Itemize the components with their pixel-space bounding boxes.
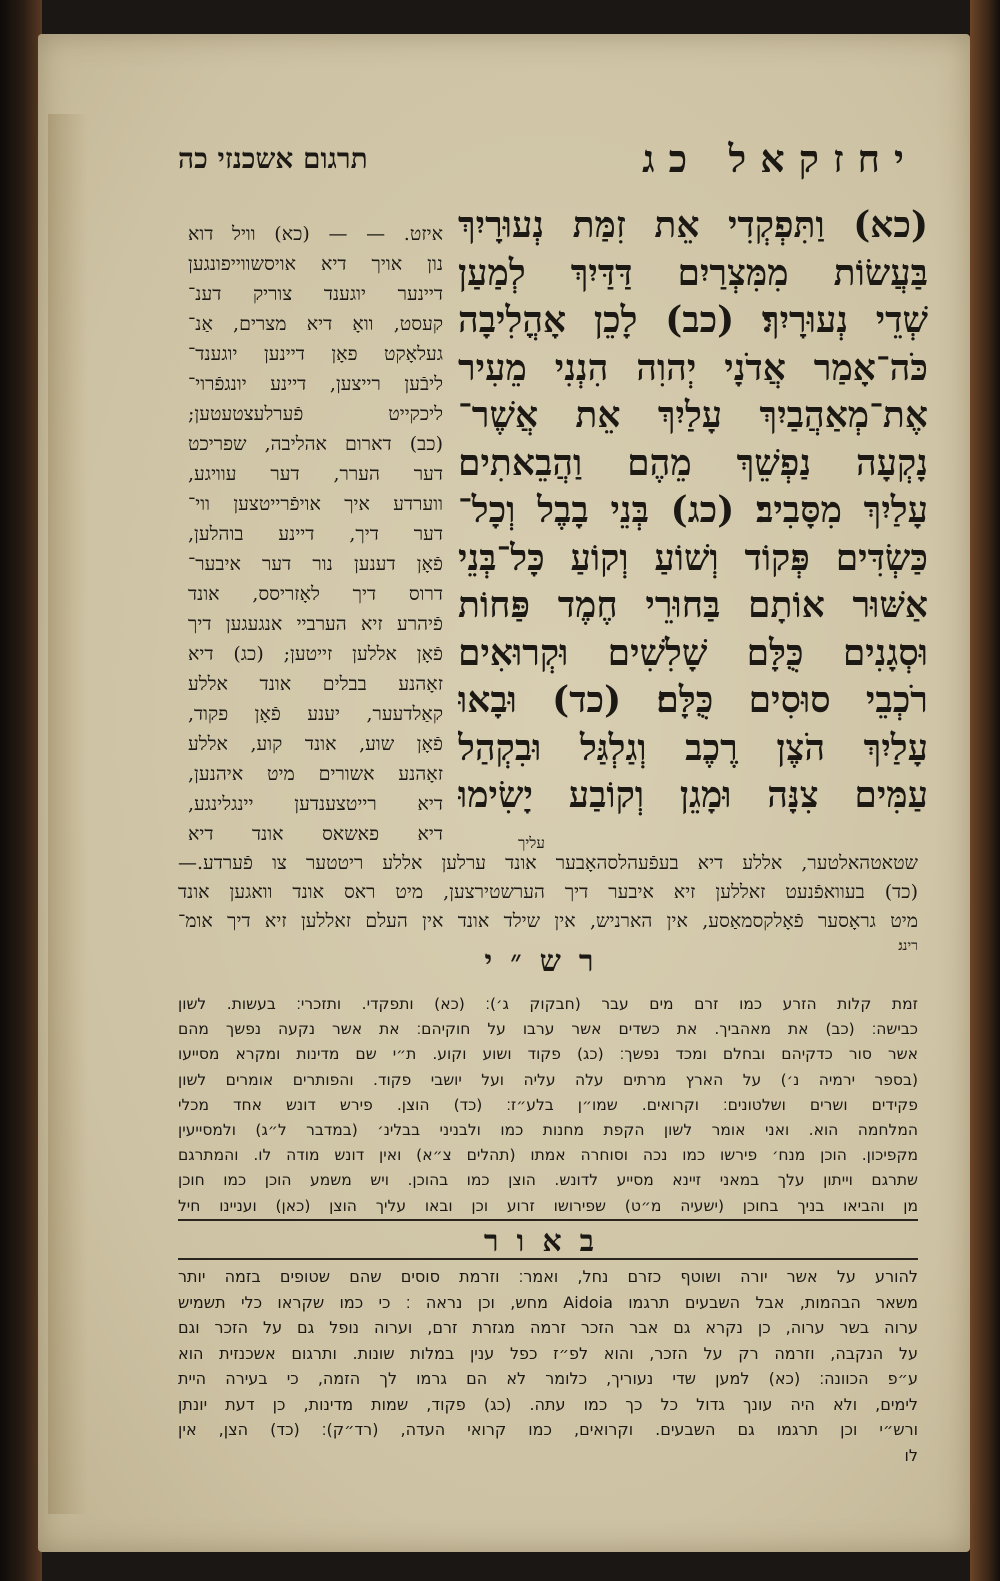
header-translation-page: תרגום אשכנזי כה — [178, 142, 368, 175]
hebrew-text-column — [458, 202, 928, 820]
rashi-line: זמת קלות הזרע כמו זרם מים עבר (חבקוק ג׳)׃ (כא) ותפקדי. ותזכרי׃ בעשות. לשון — [178, 995, 918, 1013]
book-page — [38, 34, 970, 1552]
running-header — [178, 134, 918, 184]
biur-line: ע״פ הכוונה׃ (כא) למען שדי נעוריך, כלומר לא הם גרמו לך הזמה, כי בעירה היית — [178, 1369, 918, 1388]
rashi-line: שתרגם וייתון עלך במאני זיינא מסייע לדונש. הוצן כמו בהוכן. ויש משמע הוכן כמו חוכן — [178, 1171, 918, 1190]
translation-line: זאָהנע אשורים מיט איהנען, — [188, 763, 443, 785]
rashi-line: מקפיכון. הוכן מנח׳ פירשו כמו נכה וסוחרה אמתו (תהלים צ״א) ואין דונש מודה לו. והמתרגם — [178, 1146, 918, 1165]
translation-full-line: (כד) בעוואפֿנעט זאללען זיא איבער דיך הערשטירצען, מיט ראס אונד וואגען אונד — [178, 881, 918, 903]
rashi-line: כבישה׃ (כב) את מאהביך. את כשדים אשר ערבו על חוקיהם׃ את אשר נקעה נפשך מהם — [178, 1020, 918, 1039]
translation-line: ליבֿען רייצען, דיינע יונגפֿרוי־ — [188, 373, 443, 395]
rashi-line: פקידים ושרים ושלטונים׃ וקרואים. שמו״ן בלע״ז׃ (כד) הוצן. פירש דונש אחד מכלי — [178, 1095, 918, 1114]
translation-line: דער דיך, דיינע בוהלען, — [188, 523, 443, 545]
hebrew-line: אֶת־מְאַהֲבַיִךְ עָלַיִךְ אֵת אֲשֶׁר־ — [458, 394, 928, 436]
translation-line: (כב) דארום אהליבה, שפריכט — [188, 433, 443, 455]
hebrew-line: נָקְעָה נַפְשֵׁךְ מֵהֶם וַהֲבֵאתִים — [458, 441, 928, 484]
hebrew-line: רֹכְבֵי סוּסִים כֻּלָּם׃ (כד) וּבָאוּ — [458, 679, 928, 721]
biur-line: לימים, ולא היה עונך גדול כל כך כמו עתה. (כג) פקוד, שמות מדינות, כן דעת יונתן — [178, 1394, 918, 1414]
translation-full-line: שטאטהאלטער, אללע דיא בעפֿעהלסהאָבער אונד ערלען אללע ריטטער צו פֿערדע.— — [178, 852, 918, 874]
translation-line: נון אויך דיא אויסשווייפונגען — [188, 253, 443, 275]
rashi-line: אשר סור כדקיהם ובחלם ומכד נפשך׃ (כג) פקוד ושוע וקוע. ת״י שם מדינות ומקרא מסייעו — [178, 1045, 918, 1064]
hebrew-line: (כא) וַתִּפְקְדִי אֵת זִמַּת נְעוּרָיִךְ — [458, 204, 928, 246]
hebrew-line: כֹּה־אָמַר אֲדֹנָי יְהוִה הִנְנִי מֵעִיר — [458, 346, 928, 389]
translation-line-end: רינג׃ — [898, 938, 918, 954]
translation-line: פֿיהרע זיא הערביי אנגעגען דיך — [188, 613, 443, 635]
biur-line: להורע על אשר יורה ושוטף כזרם נחל, ואמר׃ וזרמת סוסים שהם שטופים בזמה יותר — [178, 1267, 918, 1286]
page-stain — [48, 114, 88, 1514]
rashi-commentary — [178, 992, 918, 1219]
book-binding-left — [0, 0, 42, 1581]
biur-line: משאר הבהמות, אבל השבעים תרגמו Aidoia מחש, וכן נראה ׃ כי כמו שקראו כלי תשמיש — [178, 1292, 918, 1312]
hebrew-line: שְׁדֵי נְעוּרָיִךְ׃ (כב) לָכֵן אָהֳלִיבָה — [458, 299, 928, 341]
rashi-line: המלחמה הוא. ואני אומר לשון הקפת מחנות כמו ולבניני בבלינ׳ (במדבר ל״ג) ולמסייעין — [178, 1120, 918, 1139]
hebrew-line: עָלַיִךְ הֹצֶן רֶכֶב וְגַלְגַּל וּבִקְהַל — [458, 726, 928, 769]
biur-line: על הנקבה, וזרמה רק על הזכר, והוא לפ״ז כפל ענין במלות שונות. ותרגום אשכנזית הוא — [178, 1343, 918, 1363]
translation-line: פֿאָן דענען נור דער איבער־ — [188, 553, 443, 575]
translation-line: פֿאָן אללען זייטען; (כג) דיא — [188, 643, 443, 665]
rashi-line: מן והביאו בניך בחוכן (ישעיה מ״ט) שפירושו זרוע וכן ובאו עליך הוצן (כאן) ועניינו חיל — [178, 1196, 918, 1215]
translation-line: געלאָקט פאָן דיינען יוגענד־ — [188, 343, 443, 365]
translation-line: דיינער יוגענד צוריק דענ־ — [188, 283, 443, 305]
translation-line: קעסט, וואָ דיא מצרים, אַנ־ — [188, 313, 443, 335]
section-divider — [178, 1258, 918, 1260]
book-edge-right — [970, 0, 1000, 1581]
translation-line: דער הערר, דער עוויגע, — [188, 463, 443, 485]
hebrew-line: עָלַיִךְ מִסָּבִיב׃ (כג) בְּנֵי בָבֶל וְכָל־ — [458, 489, 928, 531]
hebrew-line: בַּעֲשׂוֹת מִמִּצְרַיִם דַּדַּיִךְ לְמַעַן — [458, 251, 928, 294]
biur-heading: באור — [483, 1224, 613, 1259]
translation-line: דיא פאשאס אונד דיא — [188, 823, 443, 845]
translation-line: דרוס דיך לאָזריסס, אונד — [188, 583, 443, 605]
translation-continuation — [178, 849, 918, 956]
hebrew-line: וּסְגָנִים כֻּלָּם שָׁלִשִׁים וּקְרוּאִים — [458, 631, 928, 674]
translation-line: ווערדע איך אויפֿרייטצען ווי־ — [188, 493, 443, 515]
translation-full-line: מיט גראָסער פֿאָלקסמאַסע, אין הארניש, אין שילד אונד אין העלם זאללען זיא דיך אומ־ — [178, 910, 918, 932]
translation-line: פֿאָן שוע, אונד קוע, אללע — [188, 733, 443, 755]
interlinear-note: עליך — [518, 834, 545, 852]
rashi-heading: רש״י — [484, 944, 612, 979]
translation-line: זאָהנע בבלים אונד אללע — [188, 673, 443, 695]
translation-line: ליכקייט פֿערלעצטעטען; — [188, 403, 443, 425]
biur-line: ערוה בשר ערוה, כן נקרא גם אבר הזכר זרמה מגזרת זרם, וערוה נופל גם על הזכר וגם — [178, 1318, 918, 1337]
biur-line: לו — [904, 1445, 918, 1465]
translation-line: איזט. — — (כא) וויל דוא — [188, 223, 443, 245]
hebrew-line: כַּשְׂדִּים פְּקוֹד וְשׁוֹעַ וְקוֹעַ כָּל־בְּנֵי — [458, 536, 928, 579]
section-divider — [178, 1219, 918, 1221]
translation-line: דיא רייטצענדען יינגלינגע, — [188, 793, 443, 815]
translation-line: קאַלדעער, יענע פֿאָן פקוד, — [188, 703, 443, 725]
yiddish-translation-column — [188, 219, 443, 849]
header-book-chapter: יחזקאל כג — [642, 136, 918, 181]
rashi-line: (בספר ירמיה נ׳) על הארץ מרתים עלה עליה ועל יושבי פקוד. והפותרים אומרים לשון — [178, 1070, 918, 1089]
biur-line: ורש״י וכן תרגמו גם השבעים. וקרואים, כמו קרואי העדה, (רד״ק)׃ (כד) הצן, אין — [178, 1420, 918, 1439]
hebrew-line: אַשּׁוּר אוֹתָם בַּחוּרֵי חֶמֶד פַּחוֹת — [458, 584, 928, 626]
hebrew-line: עַמִּים צִנָּה וּמָגֵן וְקוֹבַע יָשִׂימוּ — [458, 774, 928, 816]
biur-commentary — [178, 1264, 918, 1468]
